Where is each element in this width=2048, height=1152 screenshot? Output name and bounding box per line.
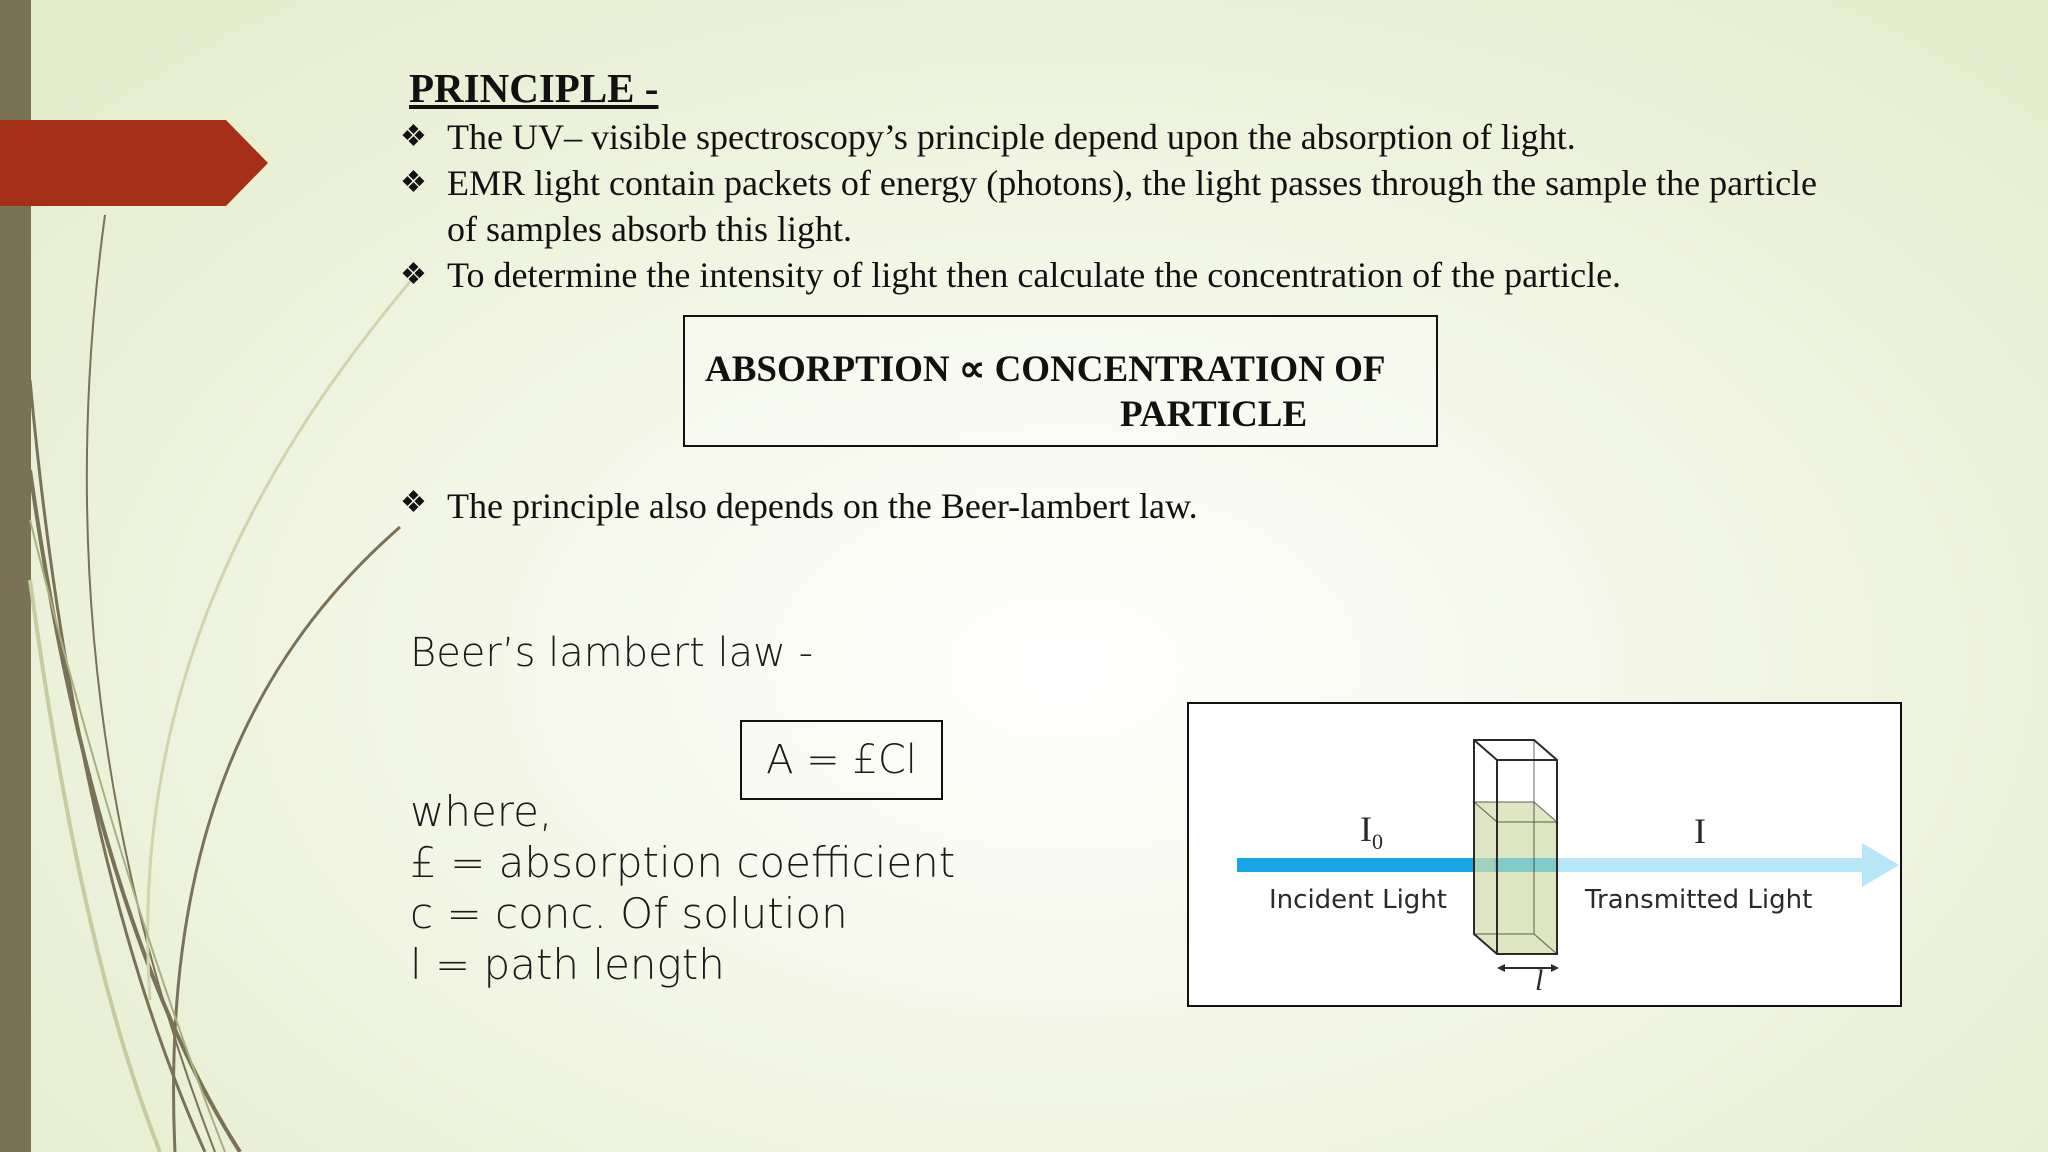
- incident-intensity-symbol: $I_0$: [1360, 809, 1383, 855]
- definition-line: c = conc. Of solution: [410, 889, 848, 938]
- beer-lambert-diagram: [1187, 702, 1902, 1007]
- diamond-bullet-icon: ❖: [400, 120, 427, 153]
- diagram-graphic: [1189, 704, 1900, 1005]
- proportion-line-2: PARTICLE: [1120, 394, 1308, 435]
- formula-text: A = £Cl: [766, 737, 917, 783]
- path-length-symbol: l: [1535, 964, 1544, 997]
- definition-line: £ = absorption coefficient: [410, 838, 956, 887]
- diamond-bullet-icon: ❖: [400, 486, 427, 519]
- bullet-text: To determine the intensity of light then calculate the concentration of the particle.: [447, 255, 1622, 295]
- bullet-text: EMR light contain packets of energy (photons), the light passes through the sample the particle of samples absorb this light.: [447, 163, 1818, 249]
- transmitted-light-label: Transmitted Light: [1585, 885, 1813, 915]
- bullet-item: [400, 252, 1820, 298]
- bullet-list: [400, 114, 1820, 298]
- beam-arrowhead: [1862, 843, 1899, 887]
- incident-beam: [1237, 858, 1494, 872]
- path-length-indicator: [1497, 964, 1559, 972]
- bullet-item: [400, 114, 1820, 160]
- beer-law-title: Beer’s lambert law -: [410, 630, 814, 676]
- bullet-text: The UV– visible spectroscopy’s principle depend upon the absorption of light.: [447, 117, 1576, 157]
- definition-line: where,: [410, 787, 553, 836]
- accent-arrow: [0, 120, 270, 206]
- diamond-bullet-icon: ❖: [400, 258, 427, 291]
- slide-heading: PRINCIPLE -: [409, 65, 659, 111]
- transmitted-intensity-symbol: I: [1694, 811, 1706, 851]
- diamond-bullet-icon: ❖: [400, 166, 427, 199]
- incident-light-label: Incident Light: [1269, 885, 1447, 915]
- definitions-list: [410, 786, 955, 990]
- bullet-item: [400, 160, 1820, 252]
- bullet-text: The principle also depends on the Beer-lambert law.: [447, 486, 1198, 526]
- cuvette-icon: [1474, 740, 1557, 954]
- proportion-line-1: ABSORPTION ∝ CONCENTRATION OF: [705, 349, 1386, 390]
- definition-line: l = path length: [410, 940, 725, 989]
- proportion-box: [683, 315, 1438, 447]
